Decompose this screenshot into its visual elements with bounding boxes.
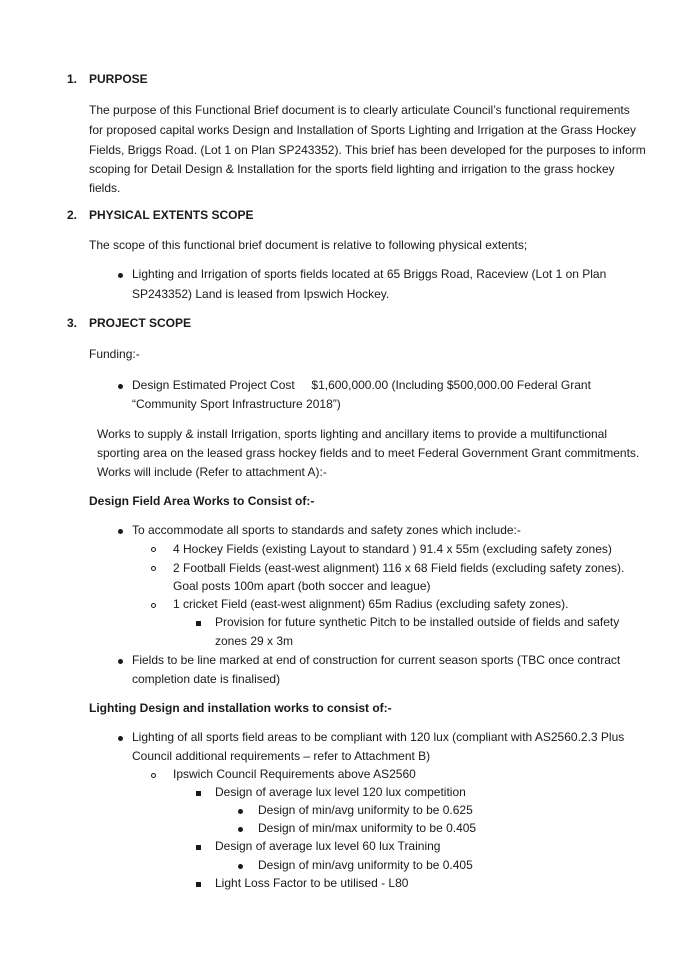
lighting-item-uniformity: Design of min/avg uniformity to be 0.405 bbox=[258, 858, 473, 872]
bullet-icon bbox=[118, 384, 123, 389]
purpose-line: The purpose of this Functional Brief document is to clearly articulate Council’s functional requirements bbox=[89, 103, 630, 117]
extents-intro: The scope of this functional brief document is relative to following physical extents; bbox=[89, 238, 528, 252]
lighting-item-llf: Light Loss Factor to be utilised - L80 bbox=[215, 876, 409, 890]
bullet-icon bbox=[118, 529, 123, 534]
circle-bullet-icon bbox=[151, 566, 156, 571]
bullet-icon bbox=[238, 827, 243, 832]
bullet-icon bbox=[118, 659, 123, 664]
square-bullet-icon bbox=[196, 621, 201, 626]
purpose-line: fields. bbox=[89, 181, 121, 195]
lighting-item-uniformity: Design of min/avg uniformity to be 0.625 bbox=[258, 803, 473, 817]
lighting-item-lux120: Design of average lux level 120 lux competition bbox=[215, 785, 466, 799]
section-number: 3. bbox=[67, 316, 78, 330]
funding-label: Funding:- bbox=[89, 347, 140, 361]
lighting-item-uniformity: Design of min/max uniformity to be 0.405 bbox=[258, 821, 477, 835]
field-item-pitch: Provision for future synthetic Pitch to be installed outside of fields and safety bbox=[215, 615, 620, 629]
bullet-icon bbox=[238, 809, 243, 814]
extents-bullet-line: Lighting and Irrigation of sports fields located at 65 Briggs Road, Raceview (Lot 1 on Plan bbox=[132, 267, 607, 281]
field-item-hockey: 4 Hockey Fields (existing Layout to standard ) 91.4 x 55m (excluding safety zones) bbox=[173, 542, 612, 556]
works-line: Works will include (Refer to attachment A):- bbox=[97, 465, 327, 479]
field-item-football: 2 Football Fields (east-west alignment) 116 x 68 Field fields (excluding safety zones). bbox=[173, 561, 625, 575]
section-heading-project: PROJECT SCOPE bbox=[89, 316, 192, 330]
square-bullet-icon bbox=[196, 845, 201, 850]
square-bullet-icon bbox=[196, 882, 201, 887]
purpose-line: scoping for Detail Design & Installation for the sports field lighting and irrigation to the grass hockey bbox=[89, 162, 615, 176]
section-heading-purpose: PURPOSE bbox=[89, 72, 148, 86]
field-item-pitch: zones 29 x 3m bbox=[215, 634, 294, 648]
field-item-line-marking: Fields to be line marked at end of construction for current season sports (TBC once contract bbox=[132, 653, 621, 667]
square-bullet-icon bbox=[196, 791, 201, 796]
section-number: 1. bbox=[67, 72, 78, 86]
field-item-line-marking: completion date is finalised) bbox=[132, 672, 281, 686]
bullet-icon bbox=[118, 273, 123, 278]
purpose-line: Fields, Briggs Road. (Lot 1 on Plan SP243352). This brief has been developed for the purposes to inform bbox=[89, 143, 646, 157]
field-works-heading: Design Field Area Works to Consist of:- bbox=[89, 494, 315, 508]
funding-bullet-line: Design Estimated Project Cost $1,600,000.00 (Including $500,000.00 Federal Grant bbox=[132, 378, 591, 392]
lighting-item: Council additional requirements – refer to Attachment B) bbox=[132, 749, 431, 763]
lighting-works-heading: Lighting Design and installation works to consist of:- bbox=[89, 701, 392, 715]
extents-bullet-line: SP243352) Land is leased from Ipswich Hockey. bbox=[132, 287, 390, 301]
lighting-item-council: Ipswich Council Requirements above AS2560 bbox=[173, 767, 416, 781]
circle-bullet-icon bbox=[151, 773, 156, 778]
circle-bullet-icon bbox=[151, 603, 156, 608]
purpose-line: for proposed capital works Design and Installation of Sports Lighting and Irrigation at the Grass Hockey bbox=[89, 123, 636, 137]
works-line: Works to supply & install Irrigation, sports lighting and ancillary items to provide a multifunctional bbox=[97, 427, 608, 441]
funding-bullet-line: “Community Sport Infrastructure 2018”) bbox=[132, 397, 341, 411]
bullet-icon bbox=[238, 864, 243, 869]
field-item-cricket: 1 cricket Field (east-west alignment) 65m Radius (excluding safety zones). bbox=[173, 597, 569, 611]
lighting-item-lux60: Design of average lux level 60 lux Training bbox=[215, 839, 441, 853]
section-heading-extents: PHYSICAL EXTENTS SCOPE bbox=[89, 208, 254, 222]
lighting-item: Lighting of all sports field areas to be compliant with 120 lux (compliant with AS2560.2.3 Plus bbox=[132, 730, 625, 744]
works-line: sporting area on the leased grass hockey fields and to meet Federal Government Grant commitments. bbox=[97, 446, 640, 460]
field-item-football: Goal posts 100m apart (both soccer and league) bbox=[173, 579, 431, 593]
section-number: 2. bbox=[67, 208, 78, 222]
field-item: To accommodate all sports to standards and safety zones which include:- bbox=[132, 523, 521, 537]
bullet-icon bbox=[118, 736, 123, 741]
circle-bullet-icon bbox=[151, 547, 156, 552]
